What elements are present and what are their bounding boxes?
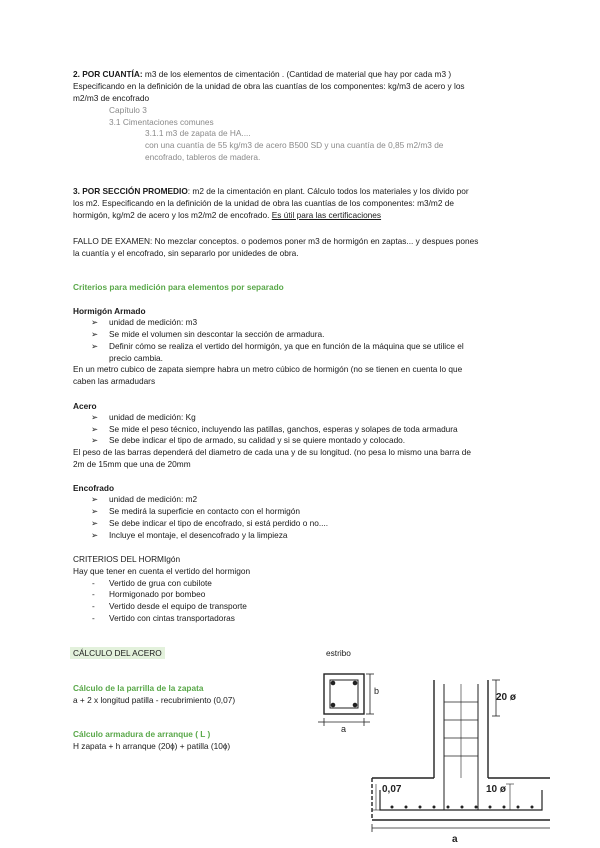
arranque-formula: H zapata + h arranque (20ɸ) + patilla (10ɸ) — [73, 741, 231, 751]
dim-a-big-label: a — [452, 834, 458, 845]
encofrado-bullet-1: unidad de medición: m2 — [109, 494, 198, 504]
hormigon-bullet-3-cont: precio cambia. — [109, 353, 163, 363]
seccion-line-3-text: hormigón, kg/m2 de acero y los m2/m2 de encofrado. — [73, 210, 272, 220]
acero-note-2: 2m de 15mm que una de 20mm — [73, 459, 191, 469]
arrow-bullet-icon: ➢ — [91, 412, 99, 422]
dim-20phi-label: 20 ø — [496, 692, 517, 703]
vertido-item-3: Vertido desde el equipo de transporte — [109, 601, 247, 611]
criterios-heading: Criterios para medición para elementos por separado — [73, 282, 284, 292]
arrow-bullet-icon: ➢ — [91, 329, 99, 339]
cuantia-heading: 2. POR CUANTÍA: — [73, 69, 143, 79]
arranque-heading: Cálculo armadura de arranque ( L ) — [73, 729, 211, 739]
toc-chapter: Capítulo 3 — [109, 105, 147, 115]
toc-detail-1: con una cuantía de 55 kg/m3 de acero B500 SD y una cuantía de 0,85 m2/m3 de — [145, 140, 444, 150]
dash-bullet: - — [92, 578, 95, 588]
hormigon-bullet-1: unidad de medición: m3 — [109, 317, 198, 327]
hormigon-bullet-3: Definir cómo se realiza el vertido del hormigón, ya que en función de la máquina que se utilice el — [109, 341, 464, 351]
dash-bullet: - — [92, 613, 95, 623]
calculo-acero-title: CÁLCULO DEL ACERO — [70, 647, 165, 659]
arrow-bullet-icon: ➢ — [91, 506, 99, 516]
certificaciones-note: Es útil para las certificaciones — [271, 210, 382, 220]
cuantia-line-2: Especificando en la definición de la unidad de obra las cuantías de los componentes: kg/m3 de acero y los — [73, 81, 465, 91]
encofrado-heading: Encofrado — [73, 483, 115, 493]
seccion-heading-rest: : m2 de la cimentación en plant. Cálculo todos los materiales y los divido por — [187, 186, 469, 196]
encofrado-bullet-4: Incluye el montaje, el desencofrado y la limpieza — [109, 530, 288, 540]
arrow-bullet-icon: ➢ — [91, 530, 99, 540]
calculo-acero-heading — [70, 648, 165, 659]
vertido-item-1: Vertido de grua con cubilote — [109, 578, 212, 588]
cuantia-line-1 — [73, 69, 451, 80]
hormigon-heading: Hormigón Armado — [73, 306, 146, 316]
toc-subsection: 3.1.1 m3 de zapata de HA.... — [145, 128, 251, 138]
arrow-bullet-icon: ➢ — [91, 435, 99, 445]
fallo-line-1: FALLO DE EXAMEN: No mezclar conceptos. o podemos poner m3 de hormigón en zaptas... y despues pones — [73, 236, 479, 246]
estribo-label: estribo — [326, 648, 351, 658]
arrow-bullet-icon: ➢ — [91, 518, 99, 528]
criterios-hormigon-heading: CRITERIOS DEL HORMIgón — [73, 554, 181, 564]
dim-10phi-label: 10 ø — [486, 784, 507, 795]
dash-bullet: - — [92, 589, 95, 599]
acero-bullet-2: Se mide el peso técnico, incluyendo las patillas, ganchos, esperas y solapes de toda armadura — [109, 424, 458, 434]
seccion-line-1 — [73, 186, 469, 197]
toc-section: 3.1 Cimentaciones comunes — [109, 117, 214, 127]
hormigon-note-2: caben las armadudars — [73, 376, 156, 386]
arrow-bullet-icon: ➢ — [91, 424, 99, 434]
acero-bullet-1: unidad de medición: Kg — [109, 412, 196, 422]
parrilla-heading: Cálculo de la parrilla de la zapata — [73, 683, 204, 693]
acero-bullet-3: Se debe indicar el tipo de armado, su calidad y si se quiere montado y colocado. — [109, 435, 406, 445]
fallo-line-2: la cuantía y el encofrado, sin separarlo por unidedes de obra. — [73, 248, 299, 258]
arrow-bullet-icon: ➢ — [91, 494, 99, 504]
parrilla-formula: a + 2 x longitud patilla - recubrimiento (0,07) — [73, 695, 236, 705]
encofrado-bullet-3: Se debe indicar el tipo de encofrado, si está perdido o no.... — [109, 518, 329, 528]
seccion-line-2: los m2. Especificando en la definición de la unidad de obra las cuantías de los componentes: m3/m2 de — [73, 198, 454, 208]
acero-heading: Acero — [73, 401, 97, 411]
toc-detail-2: encofrado, tableros de madera. — [145, 152, 261, 162]
seccion-heading: 3. POR SECCIÓN PROMEDIO — [73, 186, 188, 196]
arrow-bullet-icon: ➢ — [91, 341, 99, 351]
encofrado-bullet-2: Se medirá la superficie en contacto con el hormigón — [109, 506, 300, 516]
dim-a-small-label: a — [341, 724, 347, 734]
reinforcement-diagram — [310, 660, 550, 848]
acero-note-1: El peso de las barras dependerá del diametro de cada una y de su longitud. (no pesa lo mismo una barra de — [73, 447, 472, 457]
cuantia-line-3: m2/m3 de encofrado — [73, 93, 150, 103]
seccion-line-3 — [73, 210, 381, 221]
vertido-item-4: Vertido con cintas transportadoras — [109, 613, 235, 623]
dash-bullet: - — [92, 601, 95, 611]
vertido-item-2: Hormigonado por bombeo — [109, 589, 206, 599]
dim-cover-label: 0,07 — [382, 784, 402, 795]
stirrup-section — [318, 674, 374, 726]
cuantia-heading-rest: m3 de los elementos de cimentación . (Cantidad de material que hay por cada m3 ) — [142, 69, 452, 79]
arrow-bullet-icon: ➢ — [91, 317, 99, 327]
hormigon-bullet-2: Se mide el volumen sin descontar la sección de armadura. — [109, 329, 325, 339]
dim-b-label: b — [374, 686, 380, 696]
hormigon-note-1: En un metro cubico de zapata siempre habra un metro cúbico de hormigón (no se tienen en cuenta lo que — [73, 364, 463, 374]
criterios-hormigon-intro: Hay que tener en cuenta el vertido del hormigon — [73, 566, 251, 576]
